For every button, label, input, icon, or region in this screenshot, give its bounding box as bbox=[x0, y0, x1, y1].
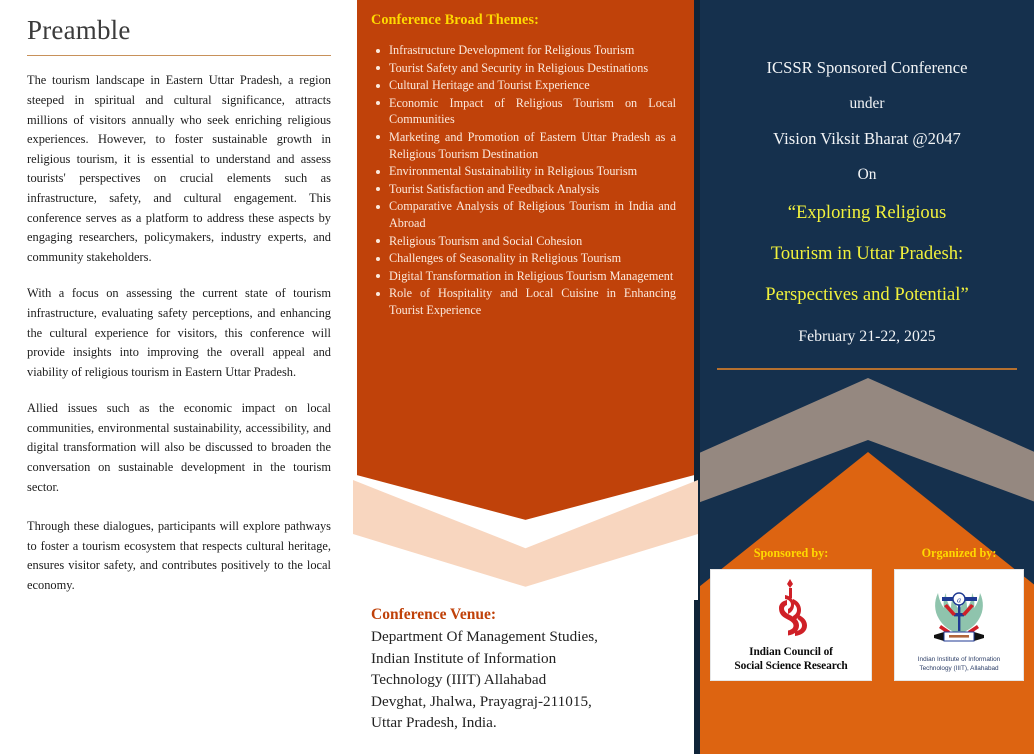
list-item: Religious Tourism and Social Cohesion bbox=[371, 233, 676, 250]
organized-by-label: Organized by: bbox=[921, 546, 997, 560]
iiit-emblem-icon bbox=[916, 577, 1002, 656]
list-item: Challenges of Seasonality in Religious Tourism bbox=[371, 250, 676, 267]
preamble-paragraph: With a focus on assessing the current state of tourism infrastructure, evaluating safety perceptions, and enhancing the cultural experience for visitors, this conference will provide insights into improving the overall appeal and viability of religious tourism in Eastern Uttar Pradesh. bbox=[27, 286, 331, 379]
themes-panel bbox=[357, 0, 694, 754]
title-divider bbox=[27, 55, 331, 56]
list-item: Infrastructure Development for Religious Tourism bbox=[371, 42, 676, 59]
venue-heading: Conference Venue: bbox=[371, 606, 496, 623]
venue-block bbox=[371, 605, 681, 734]
venue-address-line: Devghat, Jhalwa, Prayagraj-211015, bbox=[371, 692, 592, 710]
themes-list bbox=[371, 42, 676, 319]
icssr-name-line: Indian Council of bbox=[749, 646, 833, 658]
preamble-text-block bbox=[27, 71, 331, 595]
list-item: Environmental Sustainability in Religious Tourism bbox=[371, 163, 676, 180]
preamble-paragraph: The tourism landscape in Eastern Uttar Pradesh, a region steeped in spiritual and cultural significance, attracts millions of visitors annually who seek enriching religious experiences. However, to foster sustainable growth in religious tourism, it is essential to understand and assess tourists' perspectives on crucial elements such as infrastructure, safety, and cultural engagement. This conference serves as a platform to address these aspects by engaging researchers, policymakers, industry experts, and community stakeholders. bbox=[27, 73, 331, 264]
logos-section bbox=[700, 538, 1034, 754]
preamble-paragraph: Through these dialogues, participants will explore pathways to foster a tourism ecosystem that respects cultural heritage, ensures visitor safety, and contributes positively to the local economy. bbox=[27, 519, 331, 593]
organizer-column bbox=[894, 546, 1024, 754]
header-divider bbox=[717, 368, 1017, 370]
preamble-paragraph: Allied issues such as the economic impact on local communities, environmental sustainability, accessibility, and digital transformation will also be discussed to broaden the conversation on sustainable development in the tourism sector. bbox=[27, 401, 331, 494]
list-item: Marketing and Promotion of Eastern Uttar Pradesh as a Religious Tourism Destination bbox=[371, 129, 676, 162]
conference-title-line: “Exploring Religious bbox=[787, 202, 947, 223]
venue-address-line: Technology (IIIT) Allahabad bbox=[371, 671, 547, 688]
conference-date: February 21-22, 2025 bbox=[798, 328, 936, 345]
venue-address-line: Indian Institute of Information bbox=[371, 649, 557, 667]
under-label: under bbox=[849, 94, 885, 112]
sponsored-by-label: Sponsored by: bbox=[753, 546, 829, 560]
list-item: Comparative Analysis of Religious Tourism in India and Abroad bbox=[371, 198, 676, 231]
list-item: Role of Hospitality and Local Cuisine in Enhancing Tourist Experience bbox=[371, 285, 676, 318]
iiit-name-line: Indian Institute of Information bbox=[917, 656, 1001, 664]
iiit-name-line: Technology (IIIT), Allahabad bbox=[919, 664, 999, 672]
list-item: Economic Impact of Religious Tourism on Local Communities bbox=[371, 95, 676, 128]
title-panel bbox=[700, 0, 1034, 754]
vision-line: Vision Viksit Bharat @2047 bbox=[773, 129, 961, 148]
preamble-panel bbox=[0, 0, 357, 754]
list-item: Tourist Satisfaction and Feedback Analysis bbox=[371, 181, 676, 198]
venue-address-line: Department Of Management Studies, bbox=[371, 628, 598, 645]
sponsor-column bbox=[710, 546, 872, 754]
themes-orange-block bbox=[357, 0, 694, 540]
venue-address-line: Uttar Pradesh, India. bbox=[371, 714, 497, 731]
on-label: On bbox=[857, 165, 877, 183]
iiit-logo-box bbox=[894, 569, 1024, 681]
conference-title-line: Tourism in Uttar Pradesh: bbox=[770, 243, 964, 264]
list-item: Cultural Heritage and Tourist Experience bbox=[371, 77, 676, 94]
conference-title-line: Perspectives and Potential” bbox=[765, 284, 969, 305]
icssr-emblem-icon bbox=[765, 577, 817, 646]
sponsor-line: ICSSR Sponsored Conference bbox=[766, 58, 968, 77]
conference-header bbox=[700, 0, 1034, 354]
list-item: Digital Transformation in Religious Tourism Management bbox=[371, 268, 676, 285]
themes-heading: Conference Broad Themes: bbox=[371, 12, 539, 28]
svg-text:a: a bbox=[957, 595, 961, 605]
page-title: Preamble bbox=[27, 15, 131, 45]
icssr-logo-box bbox=[710, 569, 872, 681]
list-item: Tourist Safety and Security in Religious Destinations bbox=[371, 60, 676, 77]
icssr-name-line: Social Science Research bbox=[734, 659, 848, 672]
